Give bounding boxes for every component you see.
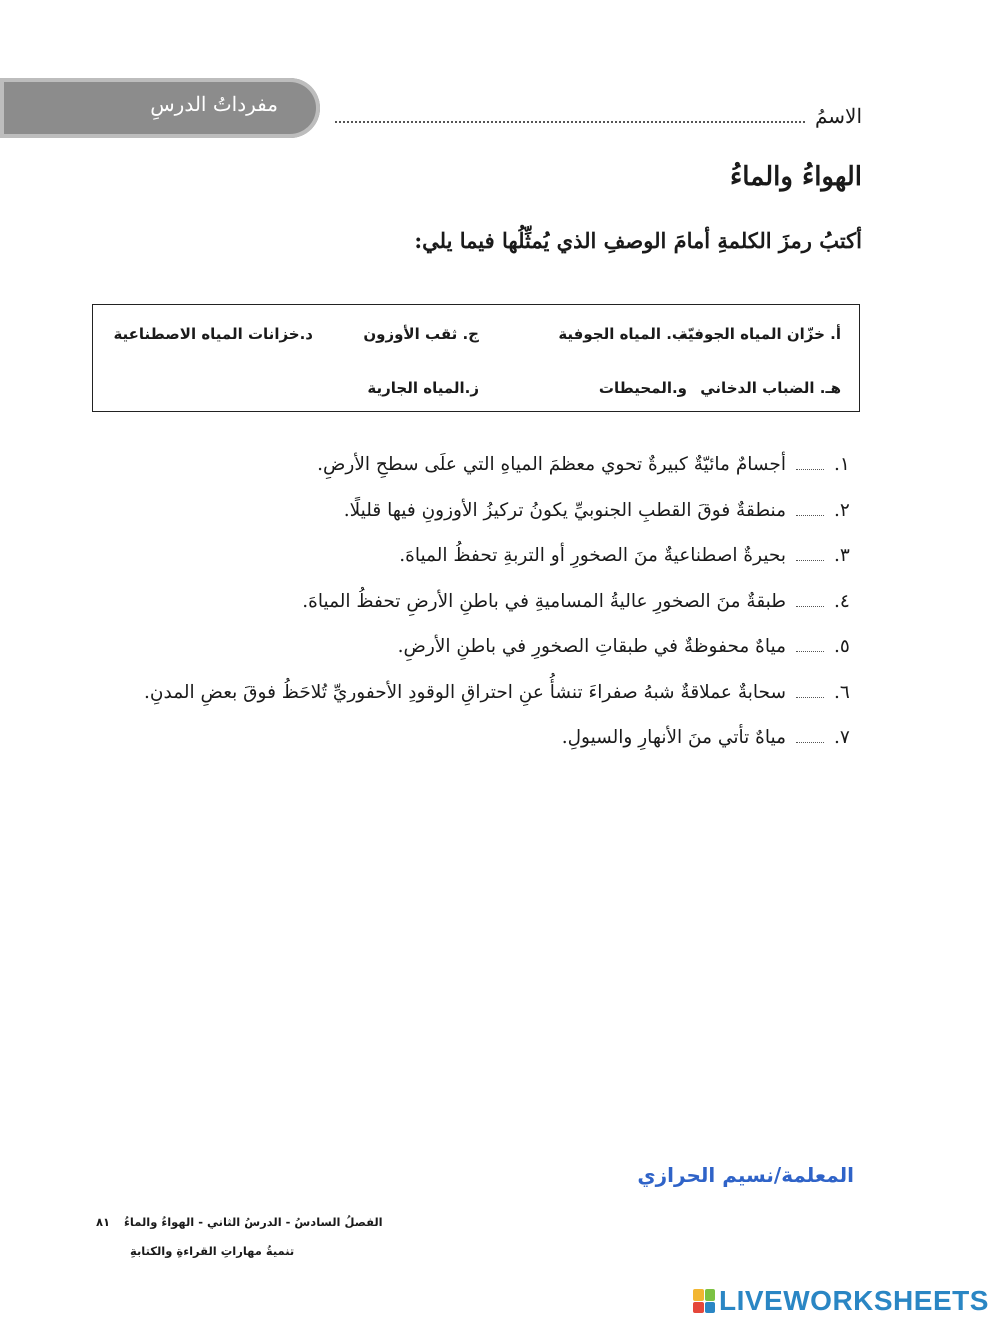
question-number: ٢. (834, 499, 850, 521)
question-item (102, 670, 862, 716)
answer-blank[interactable] (796, 505, 824, 516)
name-input-line[interactable] (335, 105, 805, 123)
footer-page-number: ٨١ (96, 1215, 111, 1229)
name-row (335, 104, 862, 128)
question-number: ٣. (834, 545, 850, 567)
question-list (102, 442, 862, 761)
question-item (102, 533, 862, 579)
question-text: مياهٌ تأتي منَ الأنهارِ والسيولِ. (561, 727, 786, 749)
word-bank-item-h: هـ. الضباب الدخاني (700, 379, 841, 397)
question-text: أجسامٌ مائيّةٌ كبيرةٌ تحوي معظمَ المياهِ التي علَى سطحِ الأرضِ. (317, 454, 786, 476)
question-number: ٤. (834, 590, 850, 612)
question-number: ١. (834, 454, 850, 476)
question-item (102, 488, 862, 534)
word-bank-item-a: أ. خزّان المياه الجوفيّة (678, 325, 841, 343)
page-title: الهواءُ والماءُ (730, 162, 862, 192)
question-item (102, 624, 862, 670)
question-number: ٥. (834, 636, 850, 658)
teacher-name: المعلمة/نسيم الحرازي (637, 1163, 854, 1187)
word-bank-item-c: ج. ثقب الأوزون (363, 325, 479, 343)
footer-chapter-line (96, 1215, 383, 1229)
name-label: الاسمُ (814, 104, 862, 128)
answer-blank[interactable] (796, 641, 824, 652)
question-item (102, 715, 862, 761)
question-number: ٦. (834, 681, 850, 703)
word-bank-item-z: ز.المياه الجارية (367, 379, 479, 397)
liveworksheets-logo-icon (693, 1289, 715, 1313)
answer-blank[interactable] (796, 550, 824, 561)
question-number: ٧. (834, 727, 850, 749)
question-item (102, 442, 862, 488)
instruction-text: أكتبُ رمزَ الكلمةِ أمامَ الوصفِ الذي يُمثِّلُها فيما يلي: (414, 228, 862, 253)
word-bank-item-d: د.خزانات المياه الاصطناعية (113, 325, 313, 343)
footer-chapter: الفصلُ السادسُ - الدرسُ الثاني - الهواءُ والماءُ (124, 1215, 383, 1229)
word-bank-box (92, 304, 860, 412)
word-bank-item-w: و.المحيطات (598, 379, 687, 397)
answer-blank[interactable] (796, 687, 824, 698)
question-text: سحابةٌ عملاقةٌ شبهُ صفراءَ تنشأُ عنِ احتراقِ الوقودِ الأحفوريِّ تُلاحَظُ فوقَ بعضِ المدنِ. (144, 681, 786, 703)
tab-label: مفرداتُ الدرسِ (150, 92, 278, 116)
brand-text: LIVEWORKSHEETS (719, 1285, 989, 1316)
liveworksheets-brand[interactable] (693, 1285, 989, 1317)
lesson-vocab-tab (0, 78, 320, 138)
answer-blank[interactable] (796, 596, 824, 607)
answer-blank[interactable] (796, 732, 824, 743)
answer-blank[interactable] (796, 459, 824, 470)
question-text: منطقةٌ فوقَ القطبِ الجنوبيِّ يكونُ تركيزُ الأوزونِ فيها قليلًا. (343, 499, 786, 521)
question-text: طبقةٌ منَ الصخورِ عاليةُ المساميةِ في باطنِ الأرضِ تحفظُ المياهَ. (302, 590, 786, 612)
question-text: بحيرةٌ اصطناعيةٌ منَ الصخورِ أو التربةِ تحفظُ المياهَ. (399, 545, 786, 567)
question-item (102, 579, 862, 625)
question-text: مياهٌ محفوظةٌ في طبقاتِ الصخورِ في باطنِ الأرضِ. (397, 636, 786, 658)
footer-book-title: تنميةُ مهاراتِ القراءةِ والكتابةِ (130, 1244, 295, 1258)
word-bank-item-b: ب. المياه الجوفية (558, 325, 687, 343)
